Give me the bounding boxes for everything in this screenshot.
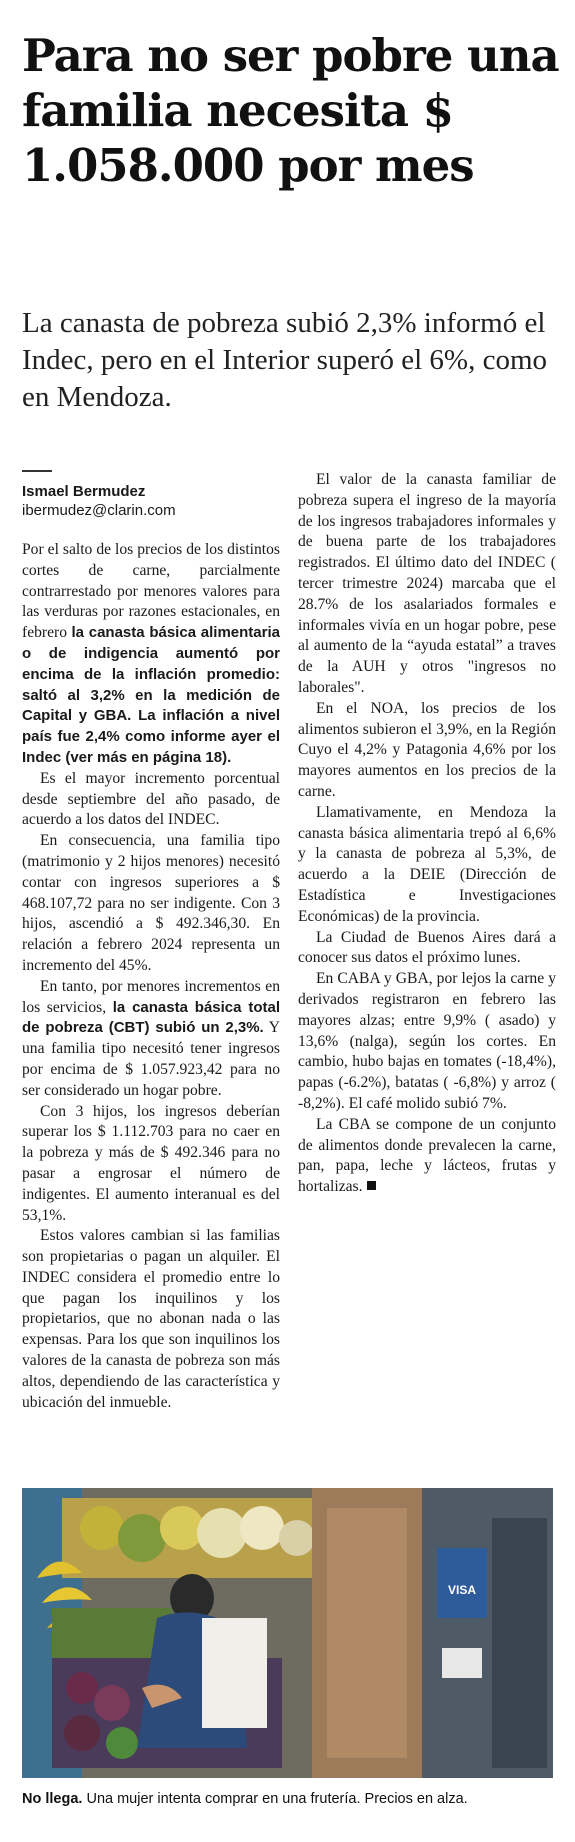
paragraph-9: Llamativamente, en Mendoza la canasta básica alimentaria trepó al 6,6% y la canasta de pobreza al 5,3%, de acuerdo a la DEIE (Dirección de Estadística e Investigaciones Económicas) de la provincia. [298, 803, 556, 925]
subhead: La canasta de pobreza subió 2,3% informó el Indec, pero en el Interior superó el 6%, como en Mendoza. [22, 307, 548, 413]
caption-lead: No llega. [22, 1791, 83, 1807]
paragraph-5: Con 3 hijos, los ingresos deberían superar los $ 1.112.703 para no caer en la pobreza y más de $ 492.346 para no pasar a engrosar el número de indigentes. El aumento interanual es del 53,1%. [22, 1102, 280, 1224]
paragraph-6: Estos valores cambian si las familias son propietarias o pagan un alquiler. El INDEC considera el promedio entre lo que pagan los inquilinos y los propietarios, que no abonan nada o las expensas. Para los que son inquilinos los valores de la canasta de pobreza son más altos, dependiendo de las característica y ubicación del inmueble. [22, 1227, 280, 1411]
fruit-shop-photo [22, 1488, 553, 1778]
photo-caption [22, 1790, 562, 1809]
byline-author: Ismael Bermudez [22, 483, 146, 500]
caption-text: Una mujer intenta comprar en una frutería. Precios en alza. [82, 1791, 468, 1807]
paragraph-4: En tanto, por menores incrementos en los servicios, la canasta básica total de pobreza (CBT) subió un 2,3%. Y una familia tipo necesitó tener ingresos por encima de $ 1.057.923,42 para no ser considerado un hogar pobre. [22, 977, 280, 1099]
paragraph-8: En el NOA, los precios de los alimentos subieron el 3,9%, en la Región Cuyo el 4,2% y Patagonia 4,6% por los mayores aumentos en los precios de la carne. [298, 699, 556, 800]
byline-rule [22, 470, 52, 472]
paragraph-1: Por el salto de los precios de los distintos cortes de carne, parcialmente contrarrestado por menores valores para las verduras por razones estacionales, en febrero la canasta básica alimentaria o de indigencia aumentó por encima de la inflación promedio: saltó al 3,2% en la medición de Capital y GBA. La inflación a nivel país fue 2,4% como informe ayer el Indec (ver más en página 18). [22, 541, 280, 766]
article-column-right [298, 470, 556, 1198]
paragraph-11: En CABA y GBA, por lejos la carne y derivados registraron en febrero las mayores alzas; entre 9,9% ( asado) y 13,6% (nalga), según los cortes. En cambio, hubo bajas en tomates (-18,4%), papas (-6.2%), batatas ( -6,8%) y arroz ( -8,2%). El café molido subió 7%. [298, 970, 556, 1112]
paragraph-12: La CBA se compone de un conjunto de alimentos donde prevalecen la carne, pan, papa, leche y lácteos, frutas y hortalizas. [298, 1115, 556, 1196]
paragraph-2: Es el mayor incremento porcentual desde septiembre del año pasado, de acuerdo a los datos del INDEC. [22, 769, 280, 829]
article-column-left [22, 470, 280, 1413]
paragraph-3: En consecuencia, una familia tipo (matrimonio y 2 hijos menores) necesitó contar con ingresos superiores a $ 468.107,72 para no ser indigente. Con 3 hijos, ascendió a $ 492.346,30. En relación a febrero 2024 representa un incremento del 45%. [22, 832, 280, 974]
paragraph-7: El valor de la canasta familiar de pobreza supera el ingreso de la mayoría de los ingresos trabajadores informales y de buena parte de los trabajadores registrados. El último dato del INDEC ( tercer trimestre 2024) marcaba que el 28.7% de los asalariados formales e informales vivía en un hogar pobre, pese al aumento de la “ayuda estatal” a traves de la AUH y otros "ingresos no laborales". [298, 471, 556, 696]
byline-email[interactable]: ibermudez@clarin.com [22, 502, 176, 519]
news-photo [22, 1488, 553, 1778]
headline: Para no ser pobre una familia necesita $ 1.058.000 por mes [22, 29, 559, 192]
end-mark-icon [367, 1181, 376, 1190]
visa-sign: VISA [447, 1583, 476, 1597]
paragraph-10: La Ciudad de Buenos Aires dará a conocer sus datos el próximo lunes. [298, 928, 556, 967]
